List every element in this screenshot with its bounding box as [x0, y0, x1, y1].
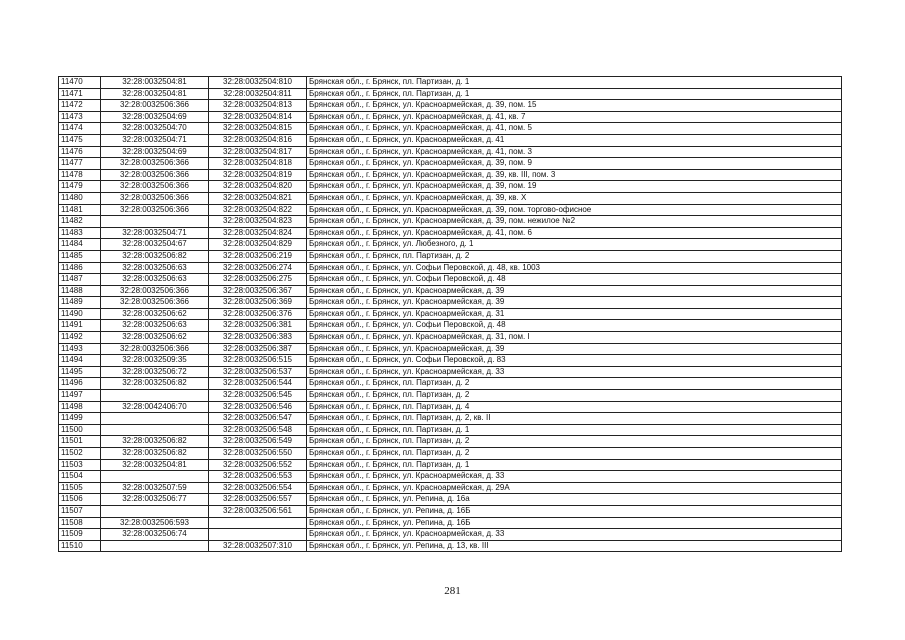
address-cell: Брянская обл., г. Брянск, ул. Софьи Перовской, д. 83 — [307, 355, 842, 367]
row-number-cell: 11507 — [59, 505, 101, 517]
table-row — [59, 482, 842, 494]
land-plot-number-cell: 32:28:0032504:70 — [101, 123, 209, 135]
row-number-cell: 11496 — [59, 378, 101, 390]
row-number-cell: 11498 — [59, 401, 101, 413]
table-row — [59, 285, 842, 297]
row-number-cell: 11486 — [59, 262, 101, 274]
table-row — [59, 227, 842, 239]
cadastral-number-cell: 32:28:0032506:376 — [209, 308, 307, 320]
registry-table-body — [59, 77, 842, 552]
cadastral-number-cell: 32:28:0032506:545 — [209, 390, 307, 402]
table-row — [59, 123, 842, 135]
table-row — [59, 250, 842, 262]
table-row — [59, 424, 842, 436]
land-plot-number-cell: 32:28:0032506:593 — [101, 517, 209, 529]
table-row — [59, 88, 842, 100]
address-cell: Брянская обл., г. Брянск, пл. Партизан, д. 1 — [307, 88, 842, 100]
cadastral-number-cell: 32:28:0032504:819 — [209, 169, 307, 181]
table-row — [59, 505, 842, 517]
row-number-cell: 11509 — [59, 529, 101, 541]
table-row — [59, 297, 842, 309]
table-row — [59, 308, 842, 320]
cadastral-number-cell: 32:28:0032506:561 — [209, 505, 307, 517]
land-plot-number-cell: 32:28:0042406:70 — [101, 401, 209, 413]
table-row — [59, 332, 842, 344]
land-plot-number-cell: 32:28:0032506:366 — [101, 181, 209, 193]
cadastral-number-cell: 32:28:0032506:547 — [209, 413, 307, 425]
land-plot-number-cell: 32:28:0032506:72 — [101, 366, 209, 378]
land-plot-number-cell: 32:28:0032506:366 — [101, 343, 209, 355]
address-cell: Брянская обл., г. Брянск, ул. Красноармейская, д. 39, пом. 9 — [307, 158, 842, 170]
address-cell: Брянская обл., г. Брянск, ул. Красноармейская, д. 39, кв. Х — [307, 192, 842, 204]
land-plot-number-cell: 32:28:0032506:366 — [101, 169, 209, 181]
cadastral-number-cell: 32:28:0032507:310 — [209, 540, 307, 552]
row-number-cell: 11473 — [59, 111, 101, 123]
table-row — [59, 100, 842, 112]
cadastral-number-cell: 32:28:0032506:546 — [209, 401, 307, 413]
land-plot-number-cell: 32:28:0032504:67 — [101, 239, 209, 251]
land-plot-number-cell: 32:28:0032506:366 — [101, 285, 209, 297]
cadastral-number-cell: 32:28:0032504:822 — [209, 204, 307, 216]
row-number-cell: 11504 — [59, 471, 101, 483]
address-cell: Брянская обл., г. Брянск, ул. Репина, д. 13, кв. III — [307, 540, 842, 552]
table-row — [59, 146, 842, 158]
table-row — [59, 169, 842, 181]
address-cell: Брянская обл., г. Брянск, ул. Репина, д. 16Б — [307, 517, 842, 529]
table-row — [59, 355, 842, 367]
cadastral-number-cell: 32:28:0032504:824 — [209, 227, 307, 239]
land-plot-number-cell: 32:28:0032506:366 — [101, 297, 209, 309]
land-plot-number-cell: 32:28:0032506:366 — [101, 158, 209, 170]
table-row — [59, 494, 842, 506]
table-row — [59, 343, 842, 355]
address-cell: Брянская обл., г. Брянск, пл. Партизан, д. 1 — [307, 424, 842, 436]
land-plot-number-cell — [101, 413, 209, 425]
row-number-cell: 11492 — [59, 332, 101, 344]
cadastral-number-cell: 32:28:0032506:387 — [209, 343, 307, 355]
cadastral-number-cell: 32:28:0032504:817 — [209, 146, 307, 158]
land-plot-number-cell — [101, 216, 209, 228]
table-row — [59, 274, 842, 286]
land-plot-number-cell: 32:28:0032506:366 — [101, 192, 209, 204]
land-plot-number-cell: 32:28:0032506:62 — [101, 332, 209, 344]
address-cell: Брянская обл., г. Брянск, пл. Партизан, д. 4 — [307, 401, 842, 413]
land-plot-number-cell: 32:28:0032506:82 — [101, 378, 209, 390]
table-row — [59, 134, 842, 146]
address-cell: Брянская обл., г. Брянск, ул. Красноармейская, д. 39, кв. III, пом. 3 — [307, 169, 842, 181]
address-cell: Брянская обл., г. Брянск, пл. Партизан, д. 2 — [307, 448, 842, 460]
row-number-cell: 11470 — [59, 77, 101, 89]
row-number-cell: 11485 — [59, 250, 101, 262]
land-plot-number-cell: 32:28:0032506:366 — [101, 100, 209, 112]
address-cell: Брянская обл., г. Брянск, ул. Красноармейская, д. 39, пом. 15 — [307, 100, 842, 112]
land-plot-number-cell: 32:28:0032509:35 — [101, 355, 209, 367]
row-number-cell: 11481 — [59, 204, 101, 216]
table-row — [59, 216, 842, 228]
land-plot-number-cell: 32:28:0032504:71 — [101, 134, 209, 146]
land-plot-number-cell — [101, 390, 209, 402]
row-number-cell: 11499 — [59, 413, 101, 425]
table-row — [59, 262, 842, 274]
cadastral-number-cell: 32:28:0032504:821 — [209, 192, 307, 204]
cadastral-number-cell: 32:28:0032504:813 — [209, 100, 307, 112]
cadastral-number-cell: 32:28:0032506:554 — [209, 482, 307, 494]
land-plot-number-cell: 32:28:0032504:71 — [101, 227, 209, 239]
row-number-cell: 11483 — [59, 227, 101, 239]
cadastral-number-cell: 32:28:0032506:219 — [209, 250, 307, 262]
row-number-cell: 11478 — [59, 169, 101, 181]
address-cell: Брянская обл., г. Брянск, ул. Красноармейская, д. 31 — [307, 308, 842, 320]
cadastral-number-cell: 32:28:0032504:820 — [209, 181, 307, 193]
address-cell: Брянская обл., г. Брянск, ул. Красноармейская, д. 41, пом. 3 — [307, 146, 842, 158]
row-number-cell: 11495 — [59, 366, 101, 378]
registry-table — [58, 76, 842, 552]
address-cell: Брянская обл., г. Брянск, пл. Партизан, д. 2 — [307, 250, 842, 262]
table-row — [59, 192, 842, 204]
land-plot-number-cell: 32:28:0032506:366 — [101, 204, 209, 216]
row-number-cell: 11503 — [59, 459, 101, 471]
land-plot-number-cell: 32:28:0032506:74 — [101, 529, 209, 541]
cadastral-number-cell: 32:28:0032506:275 — [209, 274, 307, 286]
cadastral-number-cell: 32:28:0032506:552 — [209, 459, 307, 471]
land-plot-number-cell: 32:28:0032504:69 — [101, 146, 209, 158]
row-number-cell: 11487 — [59, 274, 101, 286]
land-plot-number-cell: 32:28:0032504:81 — [101, 88, 209, 100]
row-number-cell: 11484 — [59, 239, 101, 251]
address-cell: Брянская обл., г. Брянск, ул. Репина, д. 16а — [307, 494, 842, 506]
cadastral-number-cell: 32:28:0032506:381 — [209, 320, 307, 332]
cadastral-number-cell: 32:28:0032506:369 — [209, 297, 307, 309]
land-plot-number-cell: 32:28:0032506:82 — [101, 436, 209, 448]
address-cell: Брянская обл., г. Брянск, ул. Репина, д. 16Б — [307, 505, 842, 517]
row-number-cell: 11475 — [59, 134, 101, 146]
address-cell: Брянская обл., г. Брянск, ул. Красноармейская, д. 29А — [307, 482, 842, 494]
land-plot-number-cell: 32:28:0032506:62 — [101, 308, 209, 320]
row-number-cell: 11476 — [59, 146, 101, 158]
row-number-cell: 11479 — [59, 181, 101, 193]
cadastral-number-cell: 32:28:0032506:549 — [209, 436, 307, 448]
land-plot-number-cell — [101, 540, 209, 552]
address-cell: Брянская обл., г. Брянск, ул. Красноармейская, д. 41, кв. 7 — [307, 111, 842, 123]
table-row — [59, 517, 842, 529]
address-cell: Брянская обл., г. Брянск, пл. Партизан, д. 1 — [307, 459, 842, 471]
table-row — [59, 471, 842, 483]
row-number-cell: 11508 — [59, 517, 101, 529]
table-row — [59, 459, 842, 471]
land-plot-number-cell: 32:28:0032506:82 — [101, 448, 209, 460]
row-number-cell: 11490 — [59, 308, 101, 320]
land-plot-number-cell — [101, 424, 209, 436]
land-plot-number-cell: 32:28:0032506:63 — [101, 274, 209, 286]
table-row — [59, 181, 842, 193]
table-row — [59, 366, 842, 378]
address-cell: Брянская обл., г. Брянск, пл. Партизан, д. 2 — [307, 378, 842, 390]
cadastral-number-cell: 32:28:0032504:818 — [209, 158, 307, 170]
land-plot-number-cell — [101, 471, 209, 483]
cadastral-number-cell: 32:28:0032504:810 — [209, 77, 307, 89]
address-cell: Брянская обл., г. Брянск, ул. Красноармейская, д. 41 — [307, 134, 842, 146]
page-number: 281 — [444, 585, 461, 597]
address-cell: Брянская обл., г. Брянск, ул. Красноармейская, д. 41, пом. 6 — [307, 227, 842, 239]
address-cell: Брянская обл., г. Брянск, ул. Красноармейская, д. 33 — [307, 471, 842, 483]
cadastral-number-cell: 32:28:0032506:544 — [209, 378, 307, 390]
cadastral-number-cell: 32:28:0032504:815 — [209, 123, 307, 135]
land-plot-number-cell: 32:28:0032506:63 — [101, 320, 209, 332]
land-plot-number-cell — [101, 505, 209, 517]
cadastral-number-cell: 32:28:0032504:823 — [209, 216, 307, 228]
address-cell: Брянская обл., г. Брянск, ул. Софьи Перовской, д. 48, кв. 1003 — [307, 262, 842, 274]
address-cell: Брянская обл., г. Брянск, ул. Красноармейская, д. 31, пом. I — [307, 332, 842, 344]
cadastral-number-cell: 32:28:0032504:811 — [209, 88, 307, 100]
cadastral-number-cell: 32:28:0032504:829 — [209, 239, 307, 251]
address-cell: Брянская обл., г. Брянск, ул. Любезного, д. 1 — [307, 239, 842, 251]
row-number-cell: 11493 — [59, 343, 101, 355]
cadastral-number-cell: 32:28:0032506:548 — [209, 424, 307, 436]
address-cell: Брянская обл., г. Брянск, пл. Партизан, д. 2, кв. II — [307, 413, 842, 425]
row-number-cell: 11472 — [59, 100, 101, 112]
cadastral-number-cell: 32:28:0032504:814 — [209, 111, 307, 123]
row-number-cell: 11501 — [59, 436, 101, 448]
cadastral-number-cell: 32:28:0032506:367 — [209, 285, 307, 297]
row-number-cell: 11494 — [59, 355, 101, 367]
cadastral-number-cell: 32:28:0032506:550 — [209, 448, 307, 460]
row-number-cell: 11505 — [59, 482, 101, 494]
land-plot-number-cell: 32:28:0032506:77 — [101, 494, 209, 506]
row-number-cell: 11489 — [59, 297, 101, 309]
table-row — [59, 204, 842, 216]
cadastral-number-cell: 32:28:0032506:537 — [209, 366, 307, 378]
address-cell: Брянская обл., г. Брянск, ул. Софьи Перовской, д. 48 — [307, 274, 842, 286]
table-row — [59, 77, 842, 89]
cadastral-number-cell: 32:28:0032506:553 — [209, 471, 307, 483]
cadastral-number-cell: 32:28:0032504:816 — [209, 134, 307, 146]
address-cell: Брянская обл., г. Брянск, ул. Софьи Перовской, д. 48 — [307, 320, 842, 332]
address-cell: Брянская обл., г. Брянск, ул. Красноармейская, д. 41, пом. 5 — [307, 123, 842, 135]
land-plot-number-cell: 32:28:0032506:63 — [101, 262, 209, 274]
cadastral-number-cell — [209, 529, 307, 541]
table-row — [59, 390, 842, 402]
land-plot-number-cell: 32:28:0032504:81 — [101, 459, 209, 471]
table-row — [59, 436, 842, 448]
row-number-cell: 11491 — [59, 320, 101, 332]
address-cell: Брянская обл., г. Брянск, ул. Красноармейская, д. 39, пом. торгово-офисное — [307, 204, 842, 216]
cadastral-number-cell: 32:28:0032506:383 — [209, 332, 307, 344]
row-number-cell: 11482 — [59, 216, 101, 228]
table-row — [59, 239, 842, 251]
address-cell: Брянская обл., г. Брянск, ул. Красноармейская, д. 39 — [307, 343, 842, 355]
table-row — [59, 320, 842, 332]
table-row — [59, 529, 842, 541]
address-cell: Брянская обл., г. Брянск, ул. Красноармейская, д. 33 — [307, 366, 842, 378]
table-row — [59, 413, 842, 425]
row-number-cell: 11506 — [59, 494, 101, 506]
cadastral-number-cell: 32:28:0032506:274 — [209, 262, 307, 274]
row-number-cell: 11500 — [59, 424, 101, 436]
address-cell: Брянская обл., г. Брянск, пл. Партизан, д. 1 — [307, 77, 842, 89]
row-number-cell: 11497 — [59, 390, 101, 402]
row-number-cell: 11510 — [59, 540, 101, 552]
address-cell: Брянская обл., г. Брянск, ул. Красноармейская, д. 39, пом. 19 — [307, 181, 842, 193]
row-number-cell: 11477 — [59, 158, 101, 170]
cadastral-number-cell — [209, 517, 307, 529]
address-cell: Брянская обл., г. Брянск, ул. Красноармейская, д. 39 — [307, 297, 842, 309]
cadastral-number-cell: 32:28:0032506:515 — [209, 355, 307, 367]
address-cell: Брянская обл., г. Брянск, ул. Красноармейская, д. 39, пом. нежилое №2 — [307, 216, 842, 228]
row-number-cell: 11474 — [59, 123, 101, 135]
table-row — [59, 540, 842, 552]
row-number-cell: 11488 — [59, 285, 101, 297]
row-number-cell: 11471 — [59, 88, 101, 100]
land-plot-number-cell: 32:28:0032507:59 — [101, 482, 209, 494]
cadastral-number-cell: 32:28:0032506:557 — [209, 494, 307, 506]
land-plot-number-cell: 32:28:0032504:69 — [101, 111, 209, 123]
table-row — [59, 448, 842, 460]
table-row — [59, 401, 842, 413]
address-cell: Брянская обл., г. Брянск, пл. Партизан, д. 2 — [307, 390, 842, 402]
row-number-cell: 11480 — [59, 192, 101, 204]
address-cell: Брянская обл., г. Брянск, пл. Партизан, д. 2 — [307, 436, 842, 448]
address-cell: Брянская обл., г. Брянск, ул. Красноармейская, д. 33 — [307, 529, 842, 541]
address-cell: Брянская обл., г. Брянск, ул. Красноармейская, д. 39 — [307, 285, 842, 297]
land-plot-number-cell: 32:28:0032504:81 — [101, 77, 209, 89]
table-row — [59, 111, 842, 123]
table-row — [59, 378, 842, 390]
table-row — [59, 158, 842, 170]
land-plot-number-cell: 32:28:0032506:82 — [101, 250, 209, 262]
row-number-cell: 11502 — [59, 448, 101, 460]
